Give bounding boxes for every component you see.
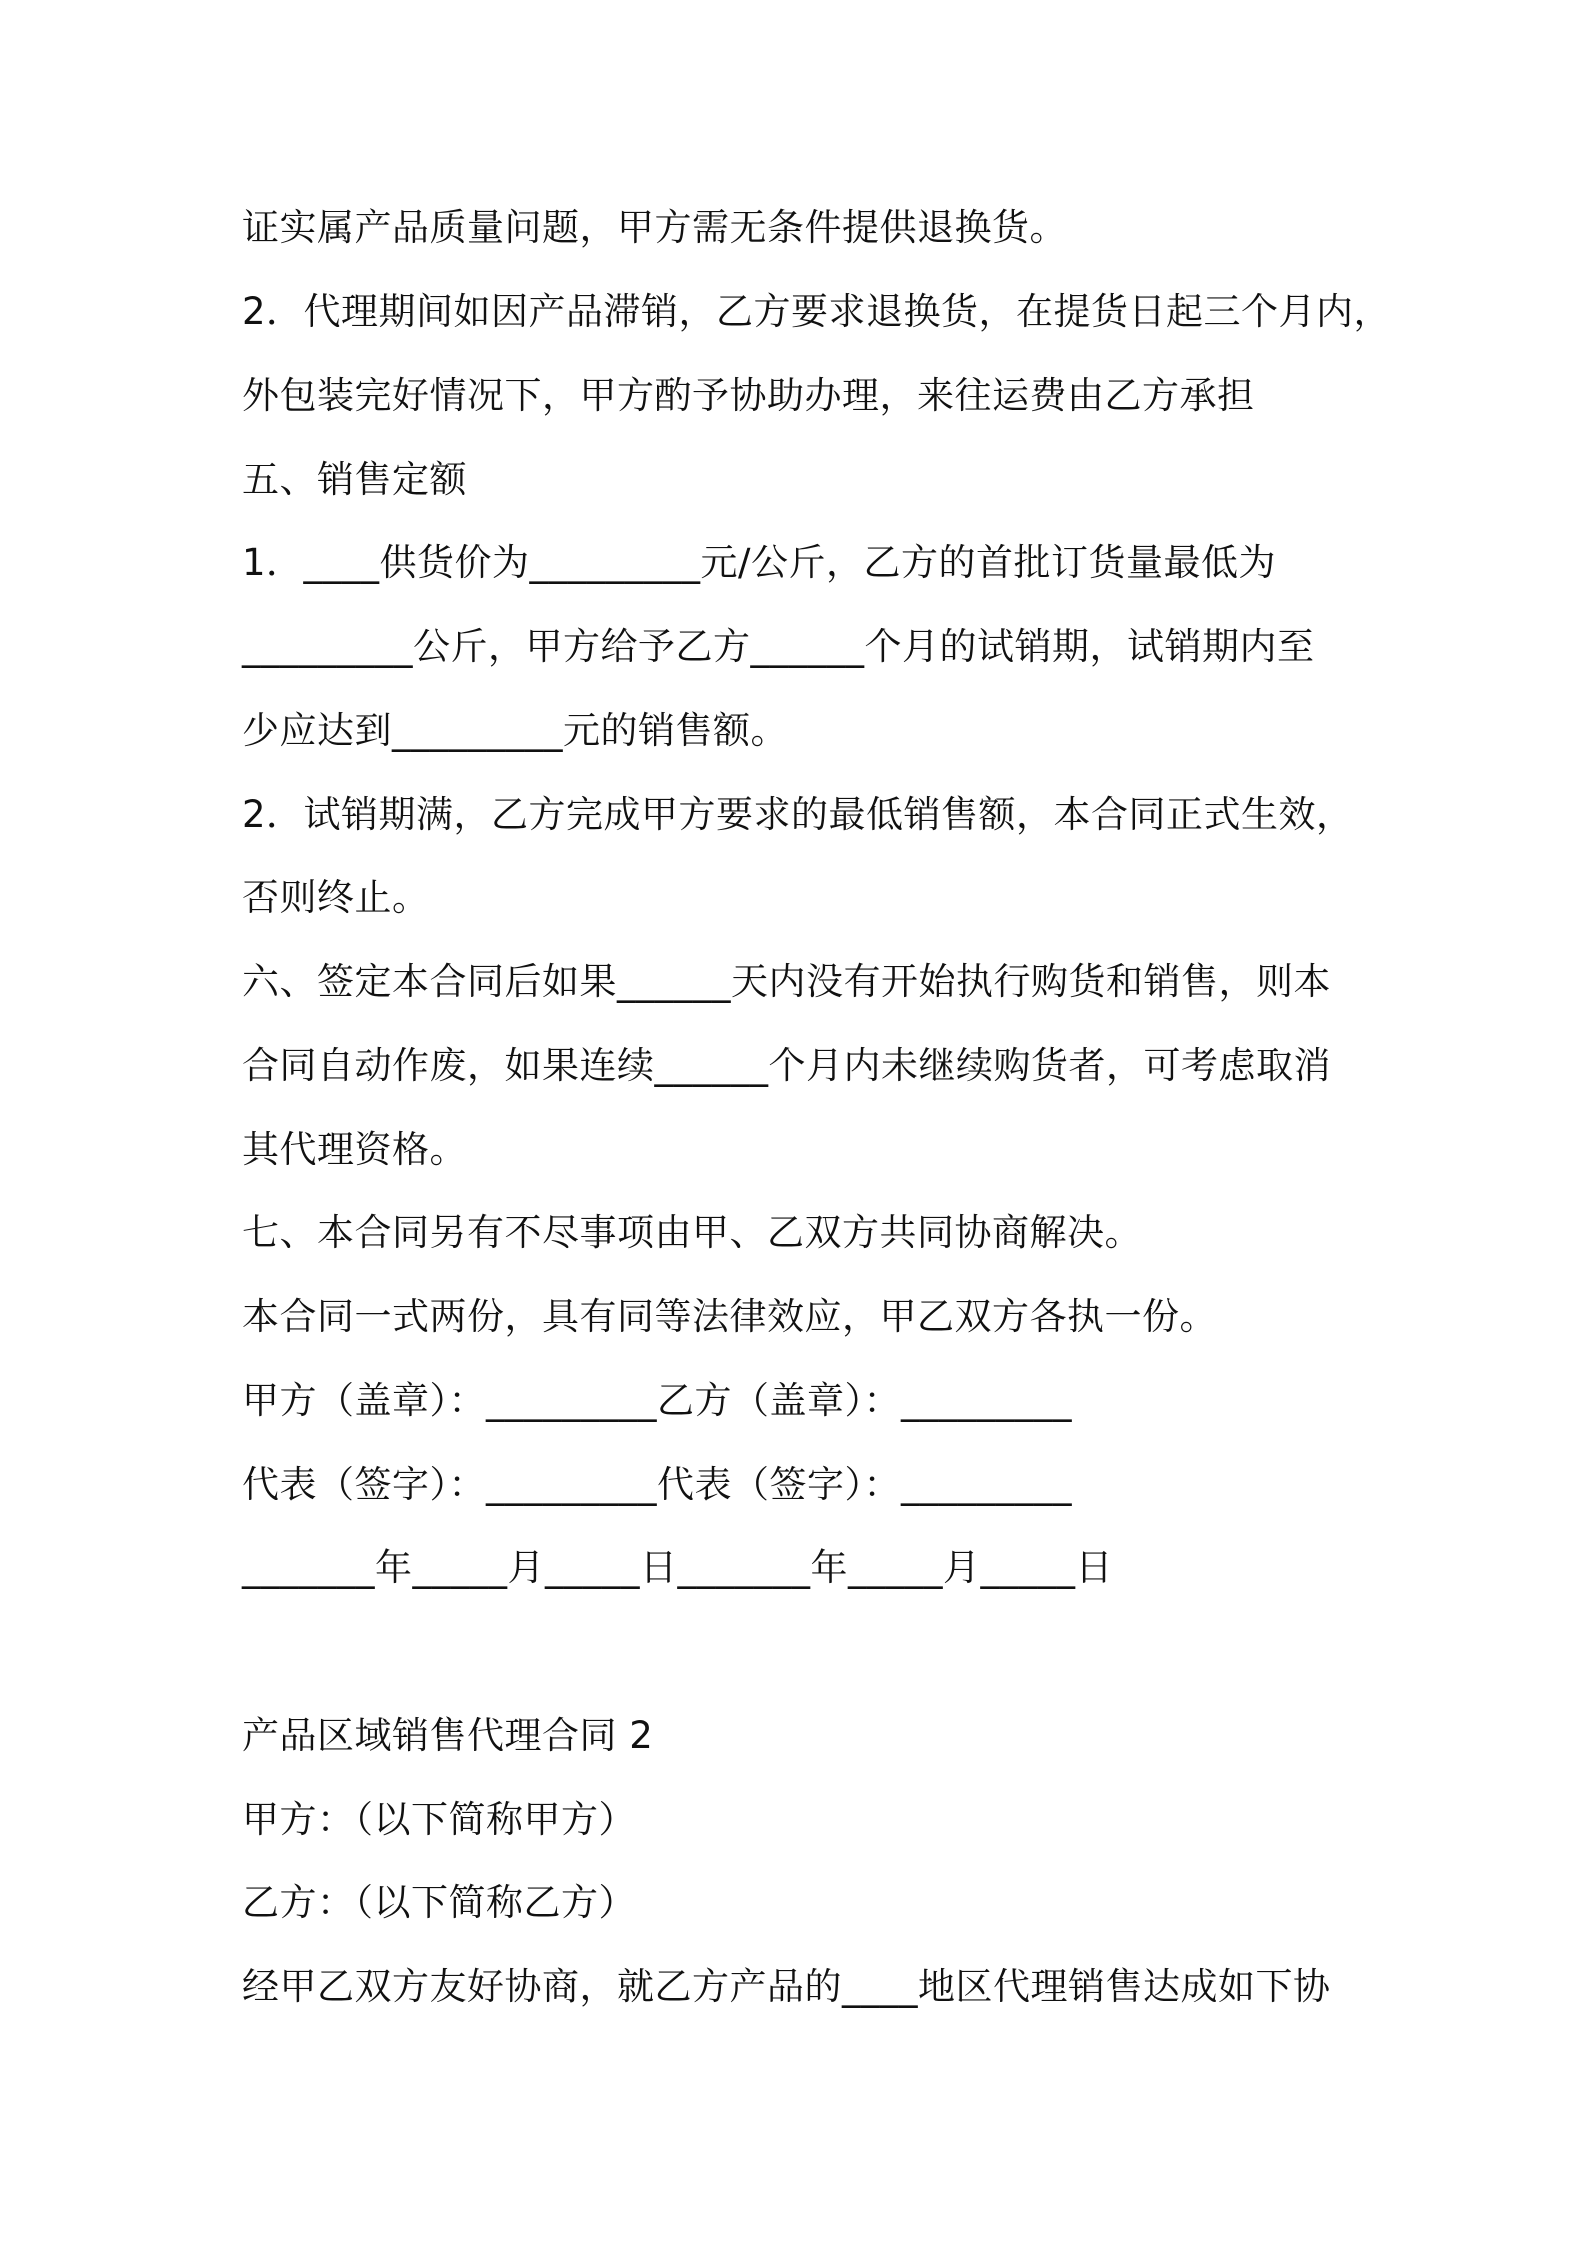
signature-date-line: _______年_____月_____日_______年_____月_____日 — [242, 1546, 1113, 1589]
text-line-8: 2．试销期满，乙方完成甲方要求的最低销售额，本合同正式生效， — [242, 793, 1354, 836]
text-line-5: 1．____供货价为_________元/公斤，乙方的首批订货量最低为 — [242, 541, 1277, 584]
party-b-line: 乙方：（以下简称乙方） — [242, 1881, 636, 1924]
text-line-11: 合同自动作废，如果连续______个月内未继续购货者，可考虑取消 — [242, 1044, 1331, 1087]
section-heading-7: 七、本合同另有不尽事项由甲、乙双方共同协商解决。 — [242, 1211, 1142, 1254]
party-a-line: 甲方：（以下简称甲方） — [242, 1798, 636, 1841]
section-heading-5: 五、销售定额 — [242, 458, 467, 501]
text-line-2: 2．代理期间如因产品滞销，乙方要求退换货，在提货日起三个月内， — [242, 290, 1392, 333]
signature-party-line: 甲方（盖章）：_________乙方（盖章）：_________ — [242, 1379, 1072, 1422]
text-line-14: 本合同一式两份，具有同等法律效应，甲乙双方各执一份。 — [242, 1295, 1217, 1338]
contract-2-title: 产品区域销售代理合同 2 — [242, 1714, 654, 1757]
text-line-12: 其代理资格。 — [242, 1128, 467, 1171]
text-line-3: 外包装完好情况下，甲方酌予协助办理，来往运费由乙方承担 — [242, 374, 1255, 417]
signature-representative-line: 代表（签字）：_________代表（签字）：_________ — [242, 1463, 1072, 1506]
text-line-9: 否则终止。 — [242, 876, 430, 919]
text-line-7: 少应达到_________元的销售额。 — [242, 709, 788, 752]
text-line-6: _________公斤，甲方给予乙方______个月的试销期，试销期内至 — [242, 625, 1315, 668]
text-line-21: 经甲乙双方友好协商，就乙方产品的____地区代理销售达成如下协 — [242, 1965, 1331, 2008]
section-heading-6: 六、签定本合同后如果______天内没有开始执行购货和销售，则本 — [242, 960, 1331, 1003]
text-line-1: 证实属产品质量问题，甲方需无条件提供退换货。 — [242, 206, 1067, 249]
